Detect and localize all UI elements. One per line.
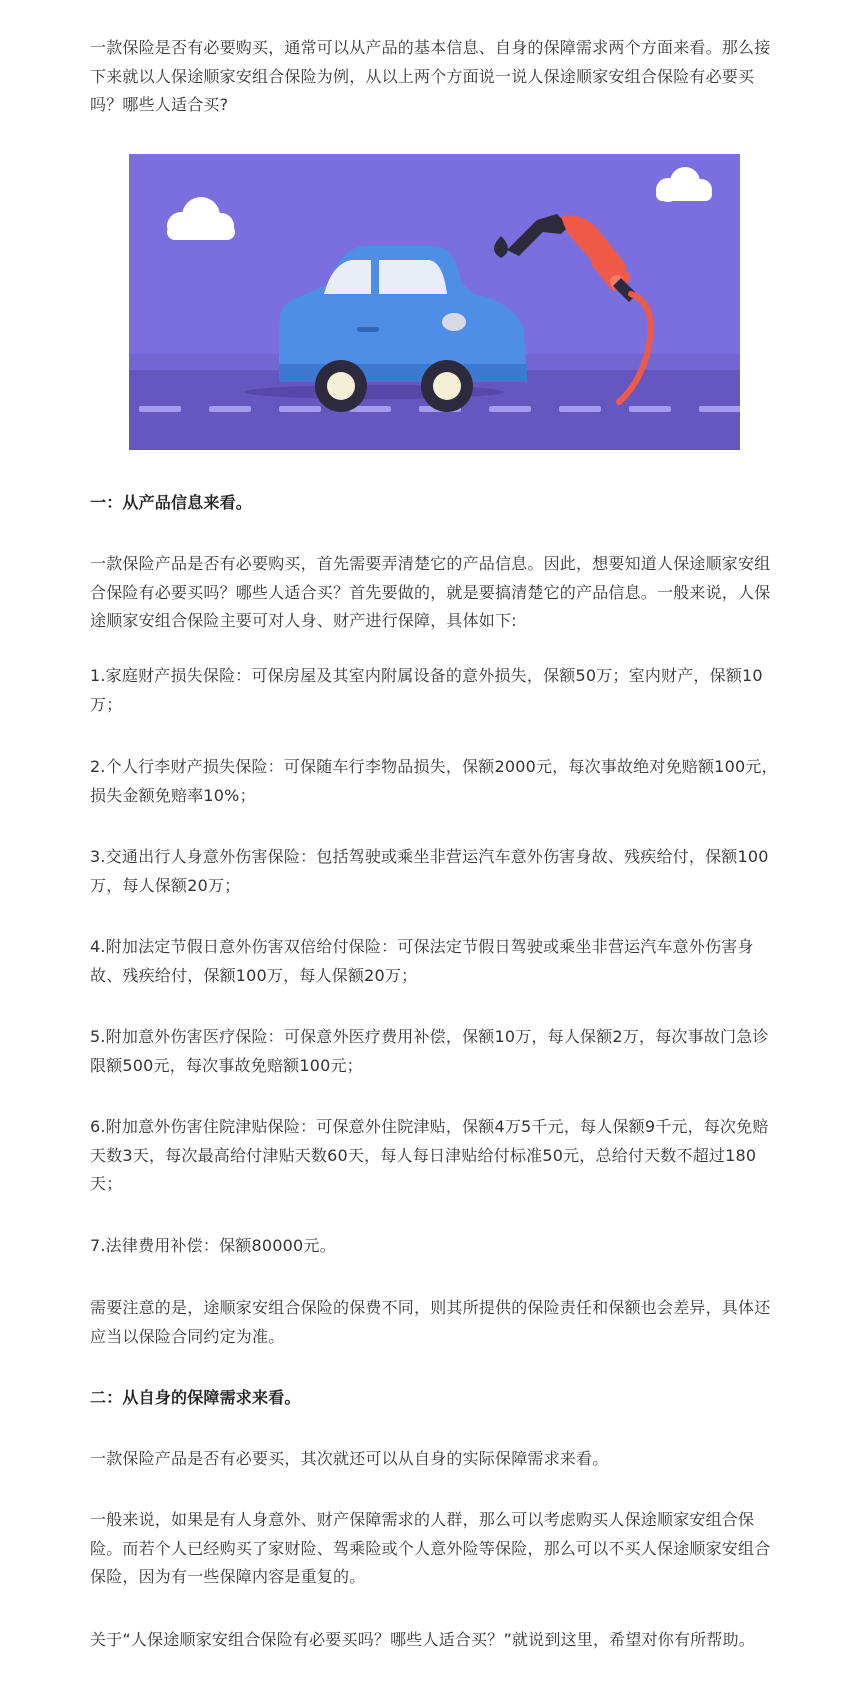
list-item: 3.交通出行人身意外伤害保险：包括驾驶或乘坐非营运汽车意外伤害身故、残疾给付，保额100万，每人保额20万； xyxy=(90,847,769,895)
list-item: 5.附加意外伤害医疗保险：可保意外医疗费用补偿，保额10万，每人保额2万，每次事故门急诊限额500元，每次事故免赔额100元； xyxy=(90,1027,769,1075)
section2-intro: 一款保险产品是否有必要买，其次就还可以从自身的实际保障需求来看。 xyxy=(90,1449,609,1468)
section1-note: 需要注意的是，途顺家安组合保险的保费不同，则其所提供的保险责任和保额也会差异，具体还应当以保险合同约定为准。 xyxy=(90,1298,771,1346)
list-item: 1.家庭财产损失保险：可保房屋及其室内附属设备的意外损失，保额50万；室内财产，保额10万； xyxy=(90,666,763,714)
car-fuel-illustration xyxy=(129,154,740,450)
section2-body: 一般来说，如果是有人身意外、财产保障需求的人群，那么可以考虑购买人保途顺家安组合保险。而若个人已经购买了家财险、驾乘险或个人意外险等保险，那么可以不买人保途顺家安组合保险，因为有一些保障内容是重复的。 xyxy=(90,1510,771,1586)
list-item: 6.附加意外伤害住院津贴保险：可保意外住院津贴，保额4万5千元，每人保额9千元，每次免赔天数3天，每次最高给付津贴天数60天，每人每日津贴给付标准50元，总给付天数不超过180天； xyxy=(90,1117,769,1193)
section2-heading: 二：从自身的保障需求来看。 xyxy=(90,1388,301,1407)
list-item: 4.附加法定节假日意外伤害双倍给付保险：可保法定节假日驾驶或乘坐非营运汽车意外伤害身故、残疾给付，保额100万，每人保额20万； xyxy=(90,937,754,985)
list-item: 2.个人行李财产损失保险：可保随车行李物品损失，保额2000元，每次事故绝对免赔额100元，损失金额免赔率10%； xyxy=(90,757,778,805)
intro-paragraph: 一款保险是否有必要购买，通常可以从产品的基本信息、自身的保障需求两个方面来看。那么接下来就以人保途顺家安组合保险为例，从以上两个方面说一说人保途顺家安组合保险有必要买吗？哪些人适合买? xyxy=(90,38,771,114)
section1-heading: 一：从产品信息来看。 xyxy=(90,493,253,512)
list-item: 7.法律费用补偿：保额80000元。 xyxy=(90,1236,336,1255)
closing-paragraph: 关于“人保途顺家安组合保险有必要买吗？哪些人适合买？”就说到这里，希望对你有所帮助。 xyxy=(90,1630,755,1649)
section1-intro: 一款保险产品是否有必要购买，首先需要弄清楚它的产品信息。因此，想要知道人保途顺家安组合保险有必要买吗？哪些人适合买？首先要做的，就是要搞清楚它的产品信息。一般来说，人保途顺家安组合保险主要可对人身、财产进行保障，具体如下: xyxy=(90,554,771,630)
